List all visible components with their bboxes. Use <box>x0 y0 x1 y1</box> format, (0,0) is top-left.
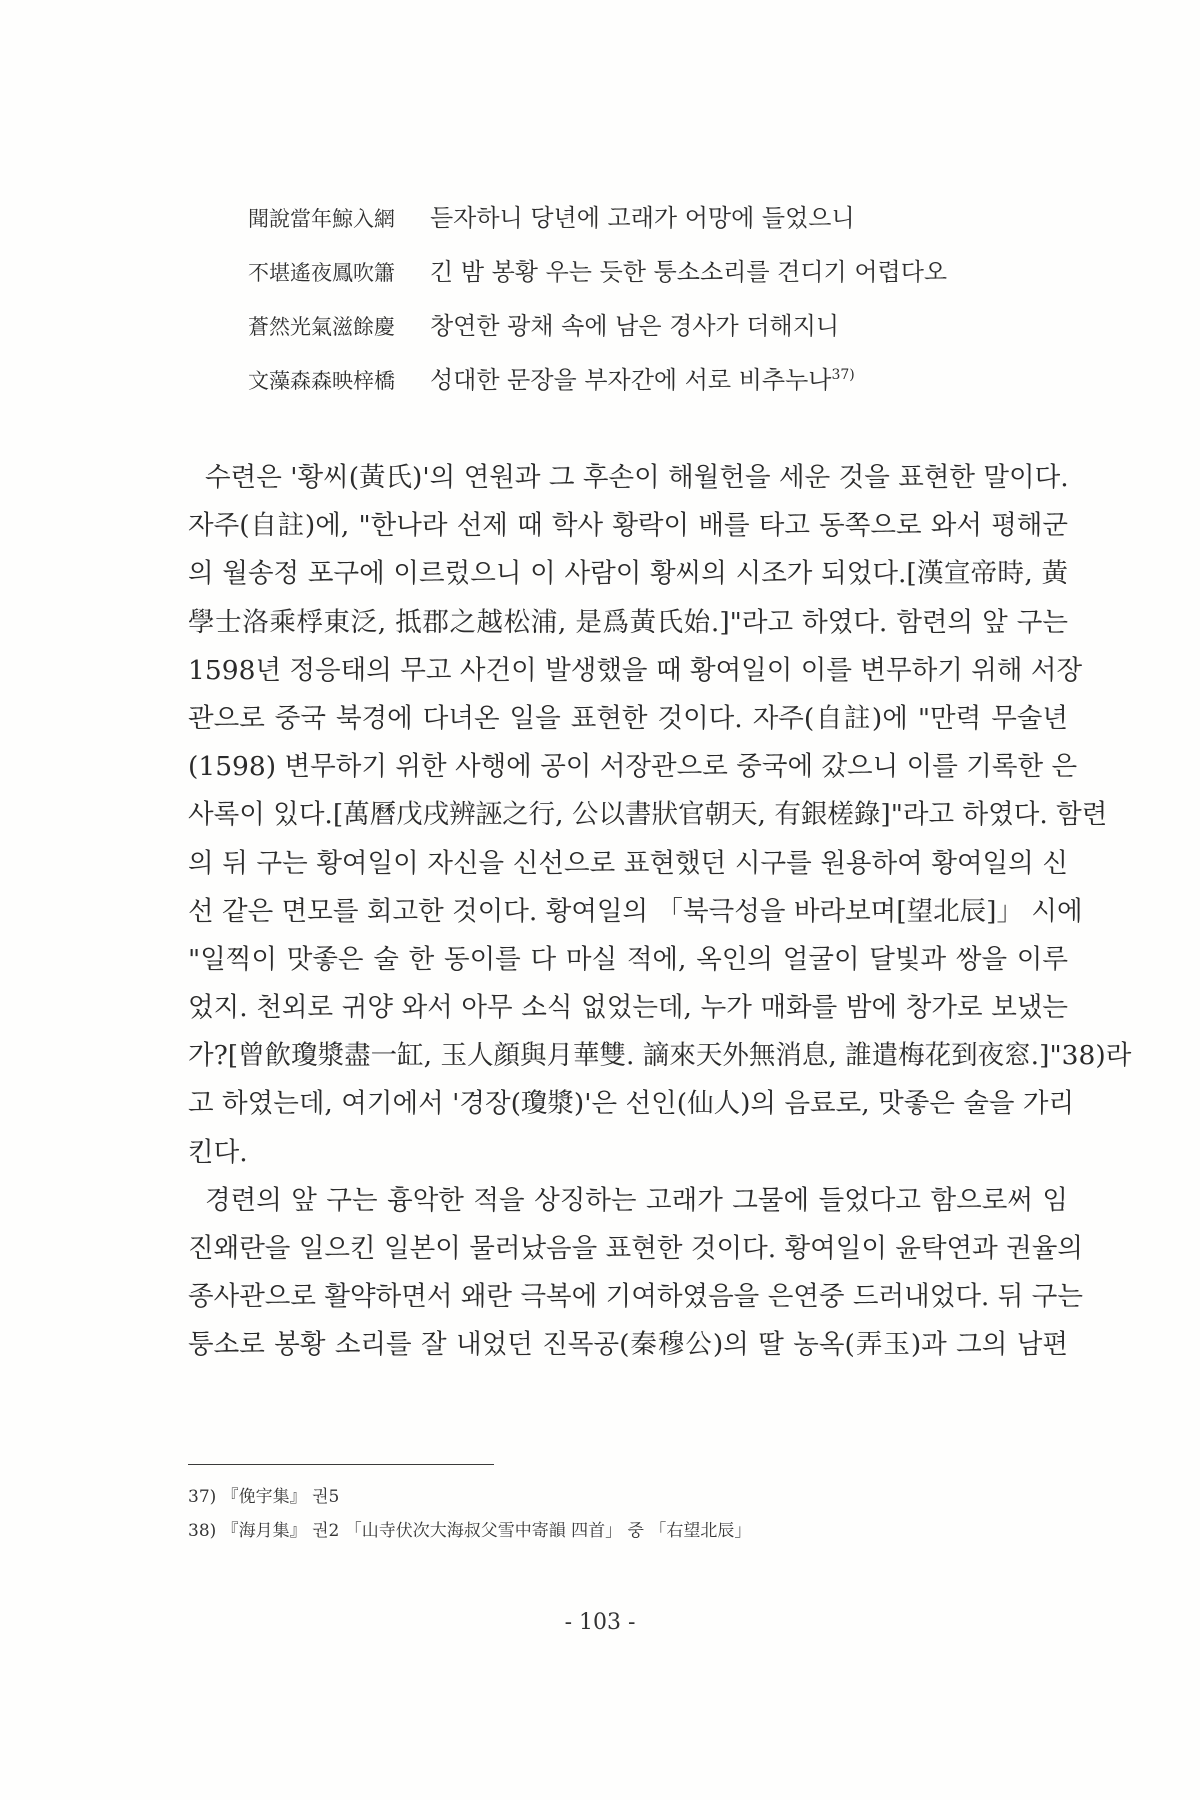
poem-line <box>248 198 1108 252</box>
text-line: 수련은 '황씨(黃氏)'의 연원과 그 후손이 해월헌을 세운 것을 표현한 말이다. <box>205 462 1069 493</box>
text-line: 1598년 정응태의 무고 사건이 발생했을 때 황여일이 이를 변무하기 위해 서장 <box>188 654 1083 686</box>
poem-translation: 창연한 광채 속에 남은 경사가 더해지니 <box>430 312 840 340</box>
text-line: 사록이 있다.[萬曆戊戌辨誣之行, 公以書狀官朝天, 有銀槎錄]"라고 하였다. 함련 <box>188 799 1108 831</box>
text-line: 고 하였는데, 여기에서 '경장(瓊漿)'은 선인(仙人)의 음료로, 맛좋은 술을 가리 <box>188 1088 1075 1120</box>
poem-line <box>248 360 1108 414</box>
poem-block <box>248 198 1108 414</box>
footnote-ref-37[interactable]: 37) <box>831 367 855 383</box>
text-line: 경련의 앞 구는 흉악한 적을 상징하는 고래가 그물에 들었다고 함으로써 임 <box>205 1184 1068 1216</box>
poem-translation <box>430 360 855 395</box>
text-line: "일찍이 맛좋은 술 한 동이를 다 마실 적에, 옥인의 얼굴이 달빛과 쌍을 이루 <box>188 943 1068 975</box>
text-line: 선 같은 면모를 회고한 것이다. 황여일의 「북극성을 바라보며[望北辰]」 시에 <box>188 895 1083 927</box>
text-line: (1598) 변무하기 위한 사행에 공이 서장관으로 중국에 갔으니 이를 기록한 은 <box>188 751 1078 783</box>
paragraph-1 <box>188 454 1132 1177</box>
poem-hanja: 蒼然光氣滋餘慶 <box>248 315 395 339</box>
text-line: 의 뒤 구는 황여일이 자신을 신선으로 표현했던 시구를 원용하여 황여일의 신 <box>188 847 1068 879</box>
text-line: 의 월송정 포구에 이르렀으니 이 사람이 황씨의 시조가 되었다.[漢宣帝時, 黃 <box>188 558 1068 590</box>
text-line: 가?[曾飮瓊漿盡一缸, 玉人顔與月華雙. 謫來天外無消息, 誰遣梅花到夜窓.]"38)라 <box>188 1040 1132 1072</box>
poem-hanja: 文藻森森映梓橋 <box>248 369 395 393</box>
poem-hanja: 不堪遙夜鳳吹簫 <box>248 261 395 285</box>
text-line: 진왜란을 일으킨 일본이 물러났음을 표현한 것이다. 황여일이 윤탁연과 권율의 <box>188 1233 1083 1264</box>
text-line: 퉁소로 봉황 소리를 잘 내었던 진목공(秦穆公)의 딸 농옥(弄玉)과 그의 남편 <box>188 1329 1068 1361</box>
text-line: 學士洛乘桴東泛, 抵郡之越松浦, 是爲黃氏始.]"라고 하였다. 함련의 앞 구는 <box>188 606 1068 638</box>
page-number: - 103 - <box>564 1610 636 1635</box>
footnote-37: 37) 『俛宇集』 권5 <box>188 1487 340 1507</box>
paragraph-2 <box>188 1177 1083 1370</box>
text-line: 종사관으로 활약하면서 왜란 극복에 기여하였음을 은연중 드러내었다. 뒤 구는 <box>188 1281 1083 1313</box>
footnote-38: 38) 『海月集』 권2 「山寺伏次大海叔父雪中寄韻 四首」 중 「右望北辰」 <box>188 1521 752 1541</box>
poem-translation: 듣자하니 당년에 고래가 어망에 들었으니 <box>430 204 855 232</box>
body-text <box>188 454 1132 1370</box>
poem-line <box>248 252 1108 306</box>
text-line: 킨다. <box>188 1136 248 1168</box>
text-line: 관으로 중국 북경에 다녀온 일을 표현한 것이다. 자주(自註)에 "만력 무술년 <box>188 702 1068 734</box>
footnote-divider <box>188 1464 494 1465</box>
text-line: 었지. 천외로 귀양 와서 아무 소식 없었는데, 누가 매화를 밤에 창가로 보냈는 <box>188 992 1068 1024</box>
poem-translation-text: 성대한 문장을 부자간에 서로 비추누나 <box>430 366 832 394</box>
poem-line <box>248 306 1108 360</box>
footnotes <box>188 1480 1068 1548</box>
poem-hanja: 聞說當年鯨入網 <box>248 207 395 231</box>
text-line: 자주(自註)에, "한나라 선제 때 학사 황락이 배를 타고 동쪽으로 와서 평해군 <box>188 510 1068 542</box>
poem-translation: 긴 밤 봉황 우는 듯한 퉁소소리를 견디기 어렵다오 <box>430 258 948 286</box>
